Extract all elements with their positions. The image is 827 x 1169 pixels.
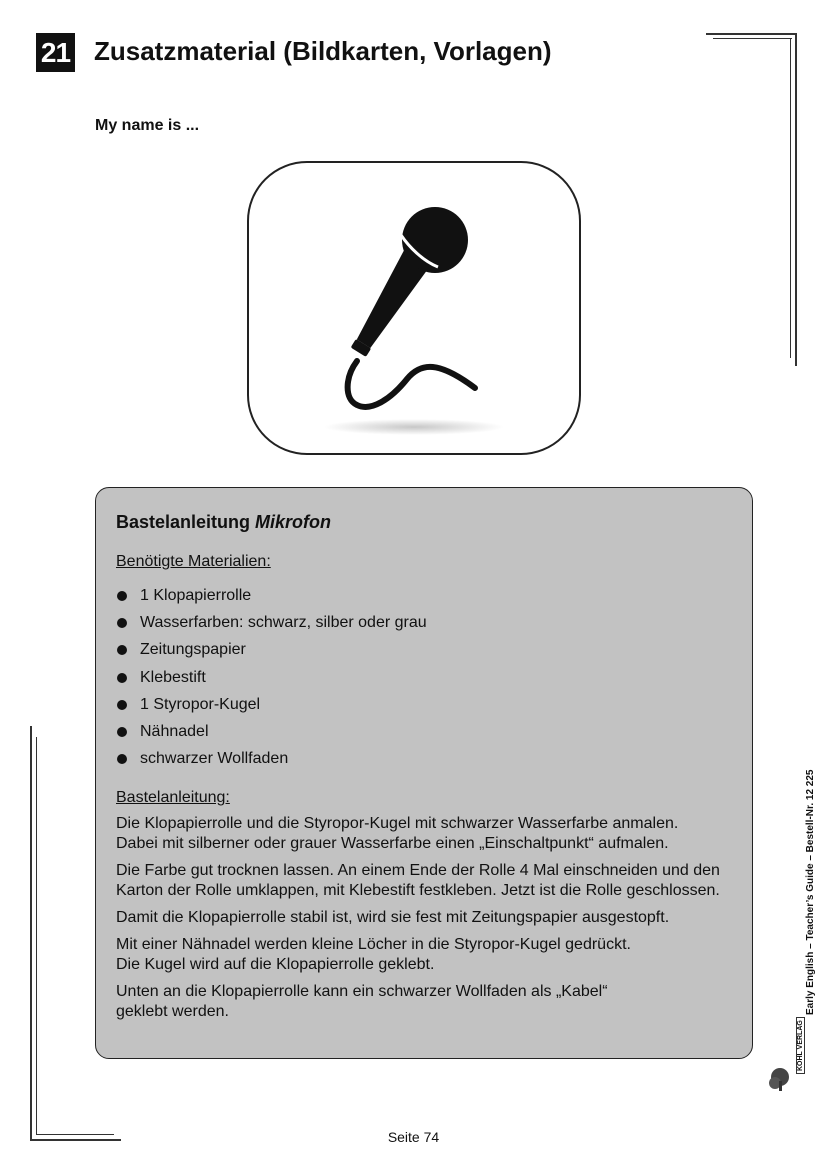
list-item: schwarzer Wollfaden <box>116 750 732 777</box>
frame-line-top-right-v2 <box>790 38 791 358</box>
chapter-number-badge: 21 <box>36 33 75 72</box>
name-prompt: My name is ... <box>95 117 200 134</box>
list-item: 1 Styropor-Kugel <box>116 696 732 723</box>
publisher-tree-logo <box>768 1021 796 1093</box>
step-paragraph: Unten an die Klopapierrolle kann ein schwarzer Wollfaden als „Kabel“ geklebt werden. <box>116 983 608 1021</box>
instruction-title: Bastelanleitung Mikrofon <box>116 512 332 532</box>
list-item: Nähnadel <box>116 723 732 750</box>
list-item: 1 Klopapierrolle <box>116 587 732 614</box>
step-paragraph: Die Klopapierrolle und die Styropor-Kugel mit schwarzer Wasserfarbe anmalen. Dabei mit silberner oder grauer Wasserfarbe einen „Einschaltpunkt“ aufmalen. <box>116 815 679 853</box>
materials-list <box>116 587 732 777</box>
list-item: Zeitungspapier <box>116 641 732 668</box>
publisher-name: KOHL VERLAG <box>796 1017 805 1074</box>
frame-line-bottom-left-v2 <box>36 737 37 1135</box>
steps-heading: Bastelanleitung: <box>116 789 230 807</box>
page-number: Seite 74 <box>387 1129 440 1145</box>
frame-line-bottom-left-v <box>30 726 32 1140</box>
step-paragraph: Die Farbe gut trocknen lassen. An einem Ende der Rolle 4 Mal einschneiden und den Karton der Rolle umklappen, mit Klebestift festkleben. Jetzt ist die Rolle geschlossen. <box>116 862 720 900</box>
frame-line-top-right-h2 <box>713 38 792 39</box>
frame-line-top-right-v <box>795 33 797 366</box>
list-item: Wasserfarben: schwarz, silber oder grau <box>116 614 732 641</box>
step-paragraph: Damit die Klopapierrolle stabil ist, wird sie fest mit Zeitungspapier ausgestopft. <box>116 909 670 927</box>
picture-card <box>247 161 581 455</box>
page-title: Zusatzmaterial (Bildkarten, Vorlagen) <box>94 36 552 66</box>
list-item: Klebestift <box>116 669 732 696</box>
step-paragraph: Mit einer Nähnadel werden kleine Löcher in die Styropor-Kugel gedrückt. Die Kugel wird auf die Klopapierrolle geklebt. <box>116 936 631 974</box>
materials-heading: Benötigte Materialien: <box>116 553 271 570</box>
instruction-box <box>95 487 753 1059</box>
microphone-icon <box>249 163 583 457</box>
side-credit: Early English – Teacher’s Guide – Bestell-Nr. 12 225 <box>805 769 816 1015</box>
frame-line-top-right-h <box>706 33 796 35</box>
